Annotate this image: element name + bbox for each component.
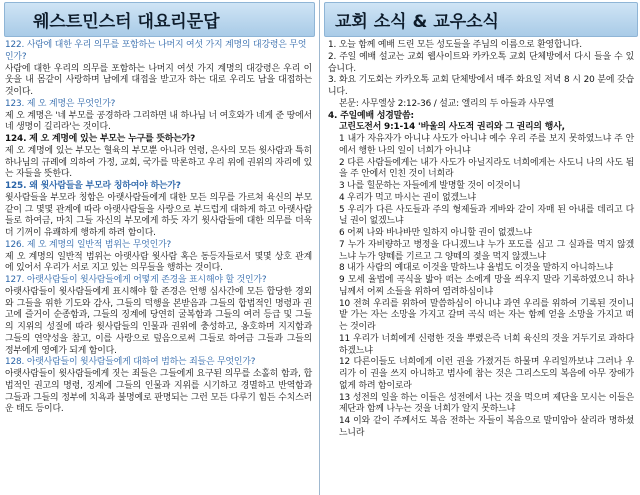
- church-news-title: 교회 소식 & 교우소식: [335, 12, 499, 32]
- scripture-reference: 고린도전서 9:1-14 '바울의 사도적 권리와 그 권리의 행사,: [339, 122, 565, 133]
- news-item-3: 3. 화요 기도회는 카카오톡 교회 단체방에서 매주 화요일 저녁 8 시 20 분에 갖습니다.: [328, 75, 634, 97]
- verse-2: 2 다른 사람들에게는 내가 사도가 아닐지라도 너희에게는 사도니 나의 사도 됨을 주 안에서 인친 것이 너희라: [339, 157, 634, 180]
- answer-124: 제 오 계명에 있는 부모는 혈육의 부모뿐 아니라 연령, 은사의 모든 윗사람과 특히 하나님의 규례에 의하여 가정, 교회, 국가를 막론하고 우리 위에 권위의 자리에 있는 자들을 뜻한다.: [5, 145, 312, 180]
- sermon-info: 본문: 사무엘상 2:12-36 / 설교: 엘리의 두 아들과 사무엘: [339, 98, 554, 109]
- verse-1: 1 내가 자유자가 아니냐 사도가 아니냐 예수 우리 주를 보지 못하였느냐 주 안에서 행한 나의 일이 너희가 아니냐: [339, 134, 634, 156]
- verse-6: 6 어찌 나와 바나바만 일하지 아니할 권이 없겠느냐: [339, 228, 532, 238]
- verse-8: 8 내가 사람의 예대로 이것을 말하느냐 율법도 이것을 말하지 아니하느냐: [339, 263, 613, 274]
- church-news-body: [322, 37, 640, 440]
- verse-4: 4 우리가 먹고 마시는 권이 없겠느냐: [339, 192, 476, 203]
- verse-7: 7 누가 자비량하고 병정을 다니겠느냐 누가 포도를 심고 그 실과를 먹지 않겠느냐 누가 양떼를 기르고 그 양떼의 젖을 먹지 않겠느냐: [339, 239, 634, 262]
- left-header: [4, 2, 315, 37]
- question-123: 123. 제 오 계명은 무엇인가?: [5, 98, 116, 109]
- answer-125: 윗사람들을 부모라 칭함은 아랫사람들에게 대한 모든 의무를 가르쳐 육신의 부모같이 그 몇몇 관계에 따라 아랫사람들을 사랑으로 부드럽게 대하게 하고 아랫사람들로 하여금, 마치 그들 자신의 부모에게 하듯 자기 윗사람들에 대한 의무를 더욱더 기꺼이 유쾌하게 행하게 하려 함이다.: [5, 192, 312, 238]
- catechism-body: [0, 37, 318, 416]
- column-divider: [319, 0, 320, 495]
- question-127: 127. 아랫사람들이 윗사람들에게 어떻게 존경을 표시해야 할 것인가?: [5, 275, 267, 285]
- verse-13: 13 성전의 일을 하는 이들은 성전에서 나는 것을 먹으며 제단을 모시는 이들은 제단과 함께 나누는 것을 너희가 알지 못하느냐: [339, 392, 634, 415]
- answer-123: 제 오 계명은 '네 부모를 공경하라 그리하면 내 하나님 너 여호와가 네게 준 땅에서 네 생명이 길리라'는 것이다.: [5, 110, 312, 133]
- answer-126: 제 오 계명의 일반적 범위는 아랫사람 윗사람 혹은 동등자들로서 몇몇 상호 관계에 있어서 우리가 서로 지고 있는 의무들을 행하는 것이다.: [5, 251, 312, 274]
- right-header: [324, 2, 638, 37]
- right-column: [322, 0, 640, 495]
- answer-122: 사람에 대한 우리의 의무를 포함하는 나머지 여섯 가지 계명의 대강령은 우리 이웃을 내 몸같이 사랑하며 남에게 대접을 받고자 하는 대로 우리도 남을 대접하는 것이다.: [5, 63, 312, 97]
- question-128: 128. 아랫사람들이 윗사람들에게 대하여 범하는 죄들은 무엇인가?: [5, 357, 256, 368]
- news-item-2: 2. 주일 예배 설교는 교회 웹사이트와 카카오톡 교회 단체방에서 다시 들을 수 있습니다.: [328, 51, 634, 74]
- verse-3: 3 나를 힐문하는 자들에게 발명할 것이 이것이니: [339, 181, 521, 191]
- left-column: [0, 0, 318, 495]
- verse-12: 12 다른이들도 너희에게 이런 권을 가졌거든 하물며 우리일까보냐 그러나 우리가 이 권을 쓰지 아니하고 범사에 참는 것은 그리스도의 복음에 아무 장애가 없게 하려 함이로라: [339, 357, 634, 391]
- verse-14: 14 이와 같이 주께서도 복음 전하는 자들이 복음으로 말미암아 살리라 명하셨느니라: [339, 416, 634, 438]
- question-125: 125. 왜 윗사람들을 부모라 칭하여야 하는가?: [5, 181, 181, 191]
- question-124: 124. 제 오 계명에 있는 부모는 누구를 뜻하는가?: [5, 134, 196, 144]
- question-122: 122. 사람에 대한 우리 의무를 포함하는 나머지 여섯 가지 계명의 대강령은 무엇인가?: [5, 40, 307, 62]
- verse-11: 11 우리가 너희에게 신령한 것을 뿌렸은즉 너희 육신의 것을 거두기로 과하다 하겠느냐: [339, 333, 634, 356]
- answer-128: 아랫사람들이 윗사람들에게 짓는 죄들은 그들에게 요구된 의무를 소홀히 함과, 합법적인 권고의 명령, 징계에 그들의 인물과 지위를 시기하고 경멸하고 반역함과 그들과 그들의 정부에 치욕과 불명예로 판명되는 그런 모든 다루기 힘든 수치스러운 태도 등이다.: [5, 369, 312, 415]
- verse-10: 10 전혀 우리를 위하여 말씀하심이 아니냐 과연 우리를 위하여 기록된 것이니 밭 가는 자는 소망을 가지고 갈며 곡식 떠는 자는 함께 얻을 소망을 가지고 떠는 것이라: [339, 298, 634, 332]
- news-item-4: 4. 주일예배 성경말씀:: [328, 110, 414, 121]
- news-item-1: 1. 오늘 함께 예배 드린 모든 성도들을 주님의 이름으로 환영합니다.: [328, 40, 582, 50]
- question-126: 126. 제 오 계명의 일반적 범위는 무엇인가?: [5, 239, 172, 250]
- catechism-title: 웨스트민스터 대요리문답: [33, 12, 220, 32]
- verse-9: 9 모세 율법에 곡식을 밟아 떠는 소에게 망을 씌우지 말라 기록하였으니 하나님께서 어찌 소들을 위하여 염려하심이냐: [339, 275, 634, 297]
- verse-5: 5 우리가 다른 사도들과 주의 형제들과 게바와 같이 자매 된 아내를 데리고 다닐 권이 없겠느냐: [339, 204, 634, 227]
- answer-127: 아랫사람들이 윗사람들에게 표시해야 할 존경은 언행 심사간에 모든 합당한 경외와 그들을 위한 기도와 감사, 그들의 덕행을 본받음과 그들의 합법적인 명령과 권고에 즐거이 순종함과, 그들의 징계에 당연히 굴복함과 그들의 여러 등급 및 그들의 지위의 성질에 따라 윗사람들의 인물과 권위에 충성하고, 옹호하며 지지함과 그들의 연약성을 참고, 이를 사랑으로 덮음으로써 그들로 하여금 그들과 그들의 정부에게 영예가 되게 함이다.: [5, 286, 312, 356]
